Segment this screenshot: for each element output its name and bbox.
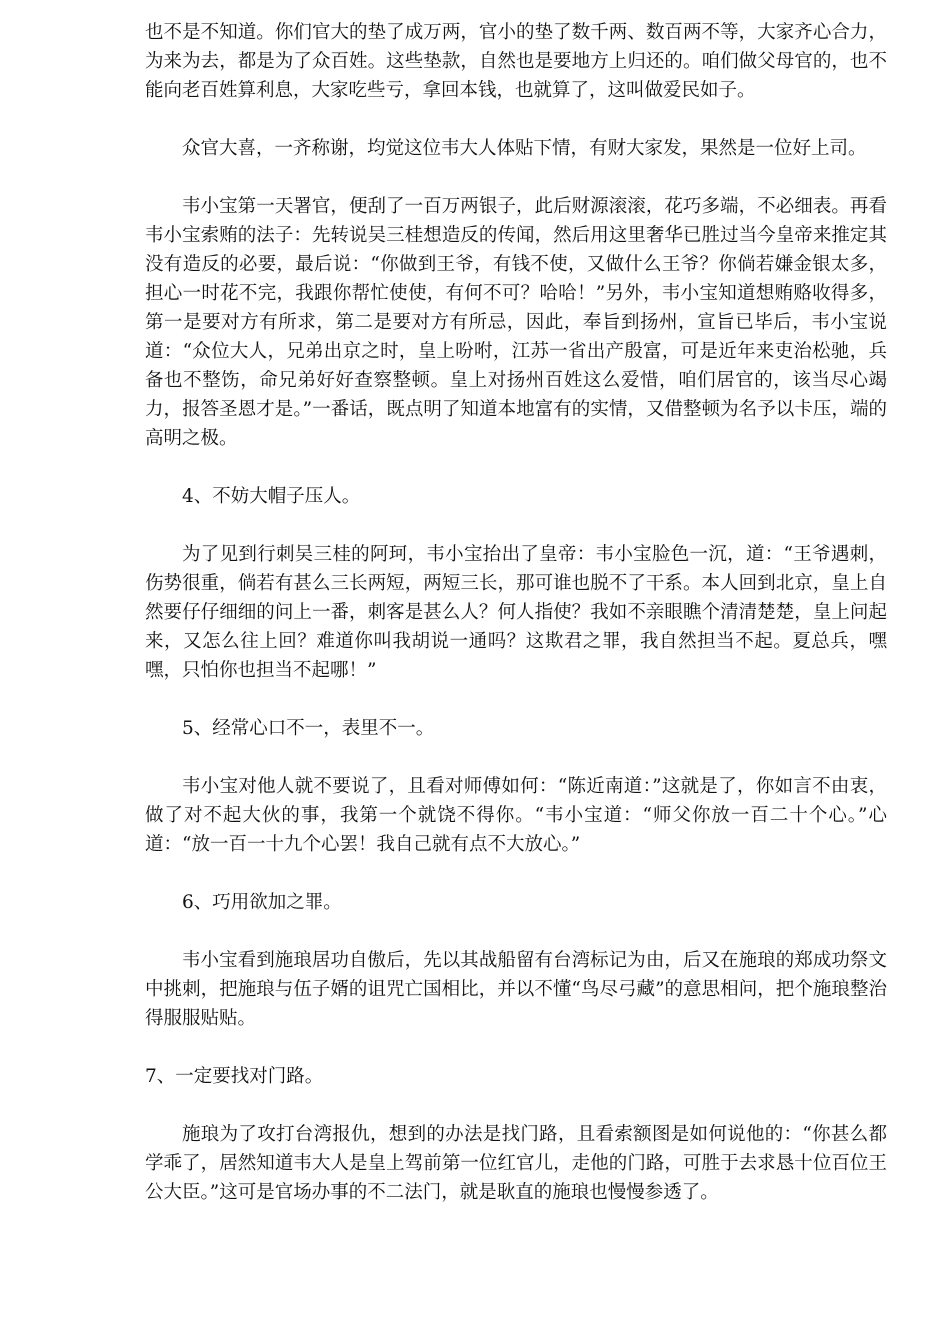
paragraph-9: 韦小宝看到施琅居功自傲后，先以其战船留有台湾标记为由，后又在施琅的郑成功祭文中挑刺，把施琅与伍子婿的诅咒亡国相比，并以不懂“鸟尽弓藏”的意思相问，把个施琅整治得服服贴贴。 (145, 950, 887, 1029)
paragraph-3: 韦小宝第一天署官，便刮了一百万两银子，此后财源滚滚，花巧多端，不必细表。再看韦小宝索贿的法子：先转说吴三桂想造反的传闻，然后用这里奢华已胜过当今皇帝来推定其没有造反的必要，最后说：“你做到王爷，有钱不使，又做什么王爷？你倘若嫌金银太多，担心一时花不完，我跟你帮忙使使，有何不可？哈哈！”另外，韦小宝知道想贿赂收得多，第一是要对方有所求，第二是要对方有所忌，因此，奉旨到扬州，宣旨已毕后，韦小宝说道：“众位大人，兄弟出京之时，皇上吩咐，江苏一省出产殷富，可是近年来吏治松驰，兵备也不整饬，命兄弟好好查察整顿。皇上对扬州百姓这么爱惜，咱们居官的，该当尽心竭力，报答圣恩才是。”一番话，既点明了知道本地富有的实情，又借整顿为名予以卡压，端的高明之极。 (145, 196, 887, 449)
paragraph-5: 为了见到行刺吴三桂的阿珂，韦小宝抬出了皇帝：韦小宝脸色一沉，道：“王爷遇刺，伤势很重，倘若有甚么三长两短，两短三长，那可谁也脱不了干系。本人回到北京，皇上自然要仔仔细细的问上一番，刺客是甚么人？何人指使？我如不亲眼瞧个清清楚楚，皇上问起来，又怎么往上回？难道你叫我胡说一通吗？这欺君之罪，我自然担当不起。夏总兵，嘿嘿，只怕你也担当不起哪！” (145, 544, 887, 681)
paragraph-1: 也不是不知道。你们官大的垫了成万两，官小的垫了数千两、数百两不等，大家齐心合力，为来为去，都是为了众百姓。这些垫款，自然也是要地方上归还的。咱们做父母官的，也不能向老百姓算利息，大家吃些亏，拿回本钱，也就算了，这叫做爱民如子。 (145, 22, 887, 101)
section-heading-4: 4、不妨大帽子压人。 (182, 486, 361, 507)
paragraph-11: 施琅为了攻打台湾报仇，想到的办法是找门路，且看索额图是如何说他的：“你甚么都学乖了，居然知道韦大人是皇上驾前第一位红官儿，走他的门路，可胜于去求恳十位百位王公大臣。”这可是官场办事的不二法门，就是耿直的施琅也慢慢参透了。 (145, 1124, 887, 1203)
section-heading-6: 6、巧用欲加之罪。 (182, 892, 342, 913)
document-body (145, 18, 887, 1236)
section-heading-5: 5、经常心口不一，表里不一。 (182, 718, 435, 739)
paragraph-2: 众官大喜，一齐称谢，均觉这位韦大人体贴下情，有财大家发，果然是一位好上司。 (182, 138, 867, 159)
paragraph-7: 韦小宝对他人就不要说了，且看对师傅如何：“陈近南道：”这就是了，你如言不由衷，做了对不起大伙的事，我第一个就饶不得你。“韦小宝道：“师父你放一百二十个心。”心道：“放一百一十九个心罢！我自己就有点不大放心。” (145, 776, 887, 855)
section-heading-7: 7、一定要找对门路。 (145, 1066, 324, 1087)
